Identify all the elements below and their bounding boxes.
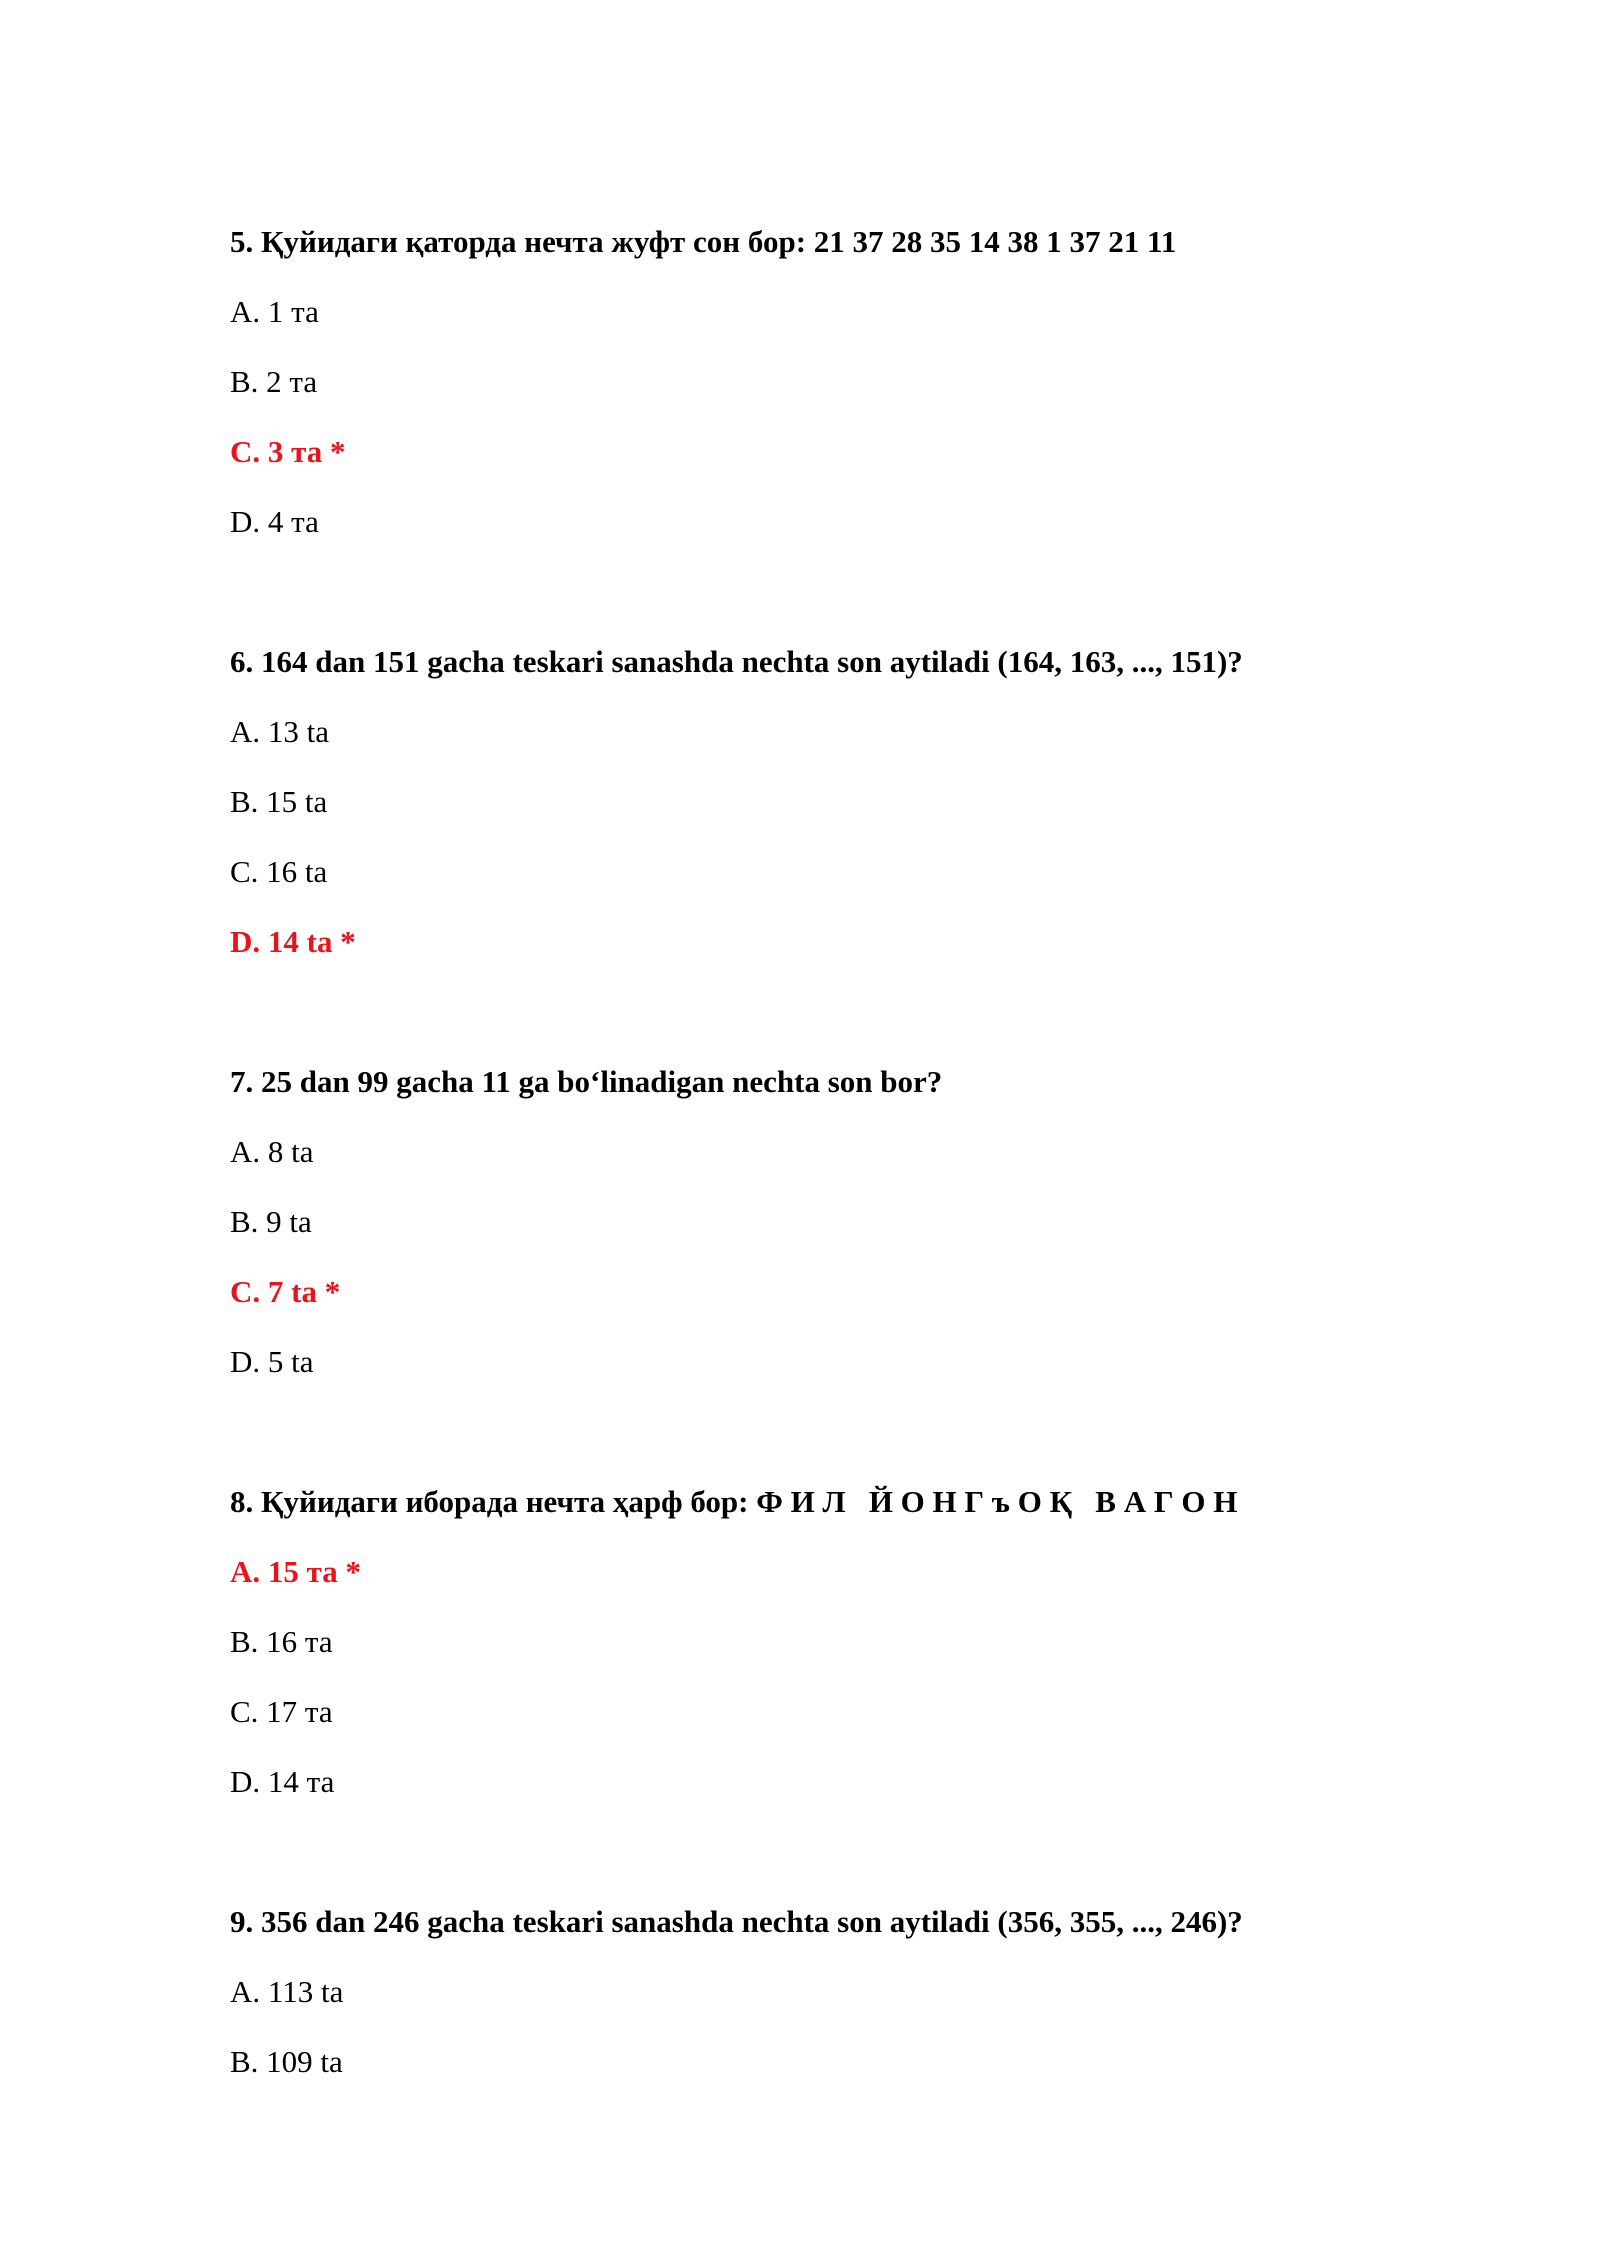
answer-option-a: A. 8 ta — [230, 1134, 314, 1169]
answer-option-b: B. 15 ta — [230, 784, 328, 819]
answer-option-d: D. 5 ta — [230, 1344, 314, 1379]
answer-option-b: B. 109 ta — [230, 2044, 343, 2079]
question-title: 5. Қуйидаги қаторда нечта жуфт сон бор: 21 37 28 35 14 38 1 37 21 11 — [230, 224, 1177, 259]
question-7 — [230, 1064, 1430, 1414]
question-title: 7. 25 dan 99 gacha 11 ga bo‘linadigan nechta son bor? — [230, 1064, 943, 1099]
question-8 — [230, 1484, 1430, 1834]
answer-option-d: D. 4 та — [230, 504, 319, 539]
answer-option-c-correct: C. 7 ta * — [230, 1274, 341, 1309]
answer-option-d: D. 14 та — [230, 1764, 335, 1799]
answer-option-c-correct: C. 3 та * — [230, 434, 346, 469]
question-title: 6. 164 dan 151 gacha teskari sanashda nechta son aytiladi (164, 163, ..., 151)? — [230, 644, 1243, 679]
question-6 — [230, 644, 1430, 994]
answer-option-b: B. 2 та — [230, 364, 318, 399]
answer-option-c: C. 16 ta — [230, 854, 328, 889]
question-title: 9. 356 dan 246 gacha teskari sanashda nechta son aytiladi (356, 355, ..., 246)? — [230, 1904, 1243, 1939]
question-title: 8. Қуйидаги иборада нечта ҳарф бор: Ф И Л Й О Н Г ъ О Қ В А Г О Н — [230, 1484, 1238, 1519]
answer-option-b: B. 9 ta — [230, 1204, 312, 1239]
question-5 — [230, 224, 1430, 574]
question-9 — [230, 1904, 1430, 2114]
answer-option-a: A. 1 та — [230, 294, 319, 329]
answer-option-d-correct: D. 14 ta * — [230, 924, 356, 959]
answer-option-a: A. 13 ta — [230, 714, 330, 749]
answer-option-a-correct: A. 15 та * — [230, 1554, 361, 1589]
answer-option-a: A. 113 ta — [230, 1974, 344, 2009]
answer-option-b: B. 16 та — [230, 1624, 333, 1659]
answer-option-c: C. 17 та — [230, 1694, 333, 1729]
